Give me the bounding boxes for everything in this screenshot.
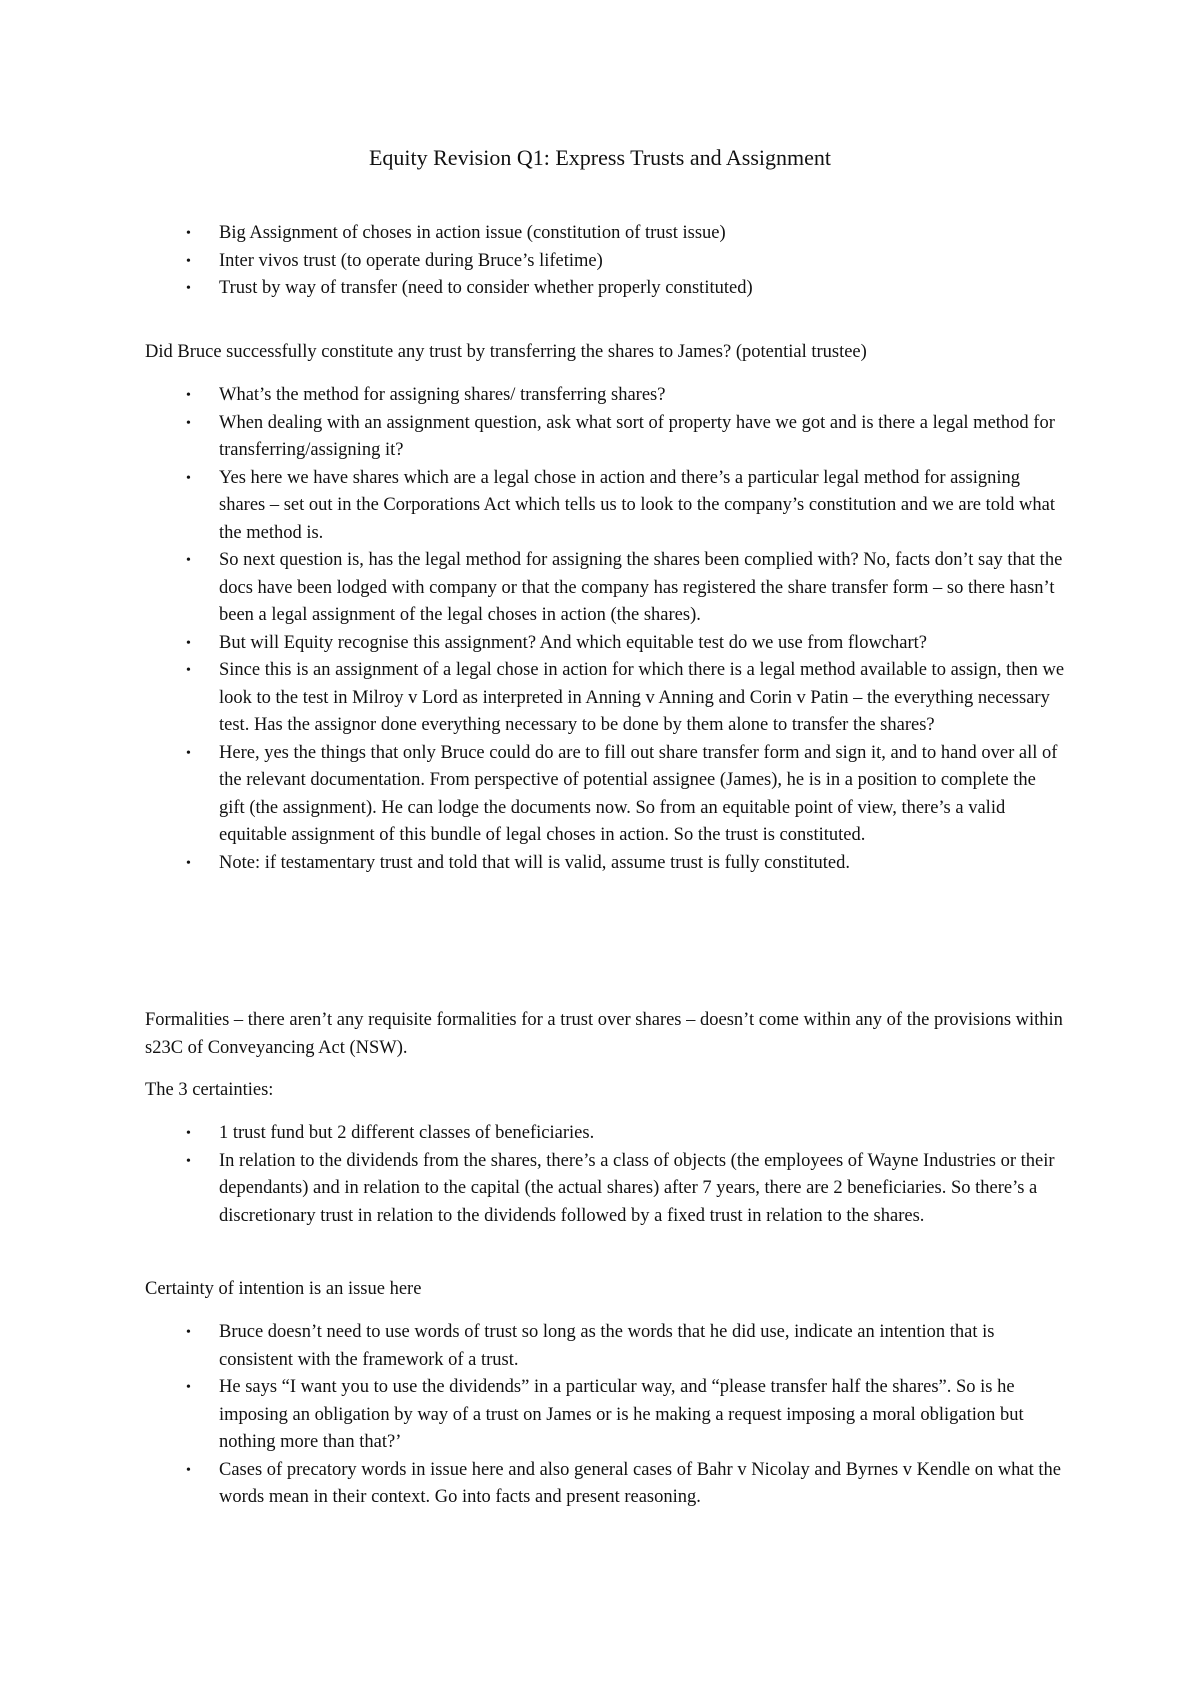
formalities-paragraph: Formalities – there aren’t any requisite formalities for a trust over shares – doesn’t come within any of the provisions within s23C of Conveyancing Act (NSW).	[145, 1010, 1063, 1058]
list-item-text: Note: if testamentary trust and told that will is valid, assume trust is fully constituted.	[219, 852, 850, 873]
list-item-text: So next question is, has the legal method for assigning the shares been complied with? No, facts don’t say that the docs have been lodged with company or that the company has registered the share transfer form – so there hasn’t been a legal assignment of the legal choses in action (the shares).	[219, 550, 1063, 625]
bullet-icon: •	[186, 553, 191, 568]
list-item	[145, 1319, 1065, 1374]
list-item	[145, 248, 1065, 276]
intention-bullet-list	[145, 1319, 1065, 1512]
list-item-text: 1 trust fund but 2 different classes of beneficiaries.	[219, 1123, 595, 1143]
bullet-icon: •	[186, 253, 191, 269]
list-item	[145, 1148, 1065, 1231]
bullet-icon: •	[186, 1380, 191, 1395]
list-item-text: What’s the method for assigning shares/ transferring shares?	[219, 385, 666, 405]
list-item	[145, 850, 1065, 878]
bullet-icon: •	[186, 226, 191, 241]
list-item-text: When dealing with an assignment question, ask what sort of property have we got and is there a legal method for transferring/assigning it?	[219, 412, 1055, 460]
list-item-text: In relation to the dividends from the shares, there’s a class of objects (the employees of Wayne Industries or their dependants) and in relation to the capital (the actual shares) after 7 years, there are 2 beneficiaries. So there’s a discretionary trust in relation to the dividends followed by a fixed trust in relation to the shares.	[219, 1150, 1055, 1226]
bullet-icon: •	[186, 1462, 191, 1478]
bullet-icon: •	[186, 281, 191, 296]
list-item-text: Bruce doesn’t need to use words of trust so long as the words that he did use, indicate an intention that is consistent with the framework of a trust.	[219, 1322, 995, 1370]
list-item-text: Big Assignment of choses in action issue (constitution of trust issue)	[219, 223, 726, 243]
list-item	[145, 657, 1065, 740]
bullet-icon: •	[186, 470, 191, 486]
certainties-heading: The 3 certainties:	[145, 1080, 274, 1100]
list-item	[145, 1120, 1065, 1148]
question-bullet-list	[145, 382, 1065, 877]
bullet-icon: •	[186, 1126, 191, 1141]
bullet-icon: •	[186, 388, 191, 403]
list-item-text: Yes here we have shares which are a legal chose in action and there’s a particular legal method for assigning shares – set out in the Corporations Act which tells us to look to the company’s constitution and we are told what the method is.	[219, 467, 1055, 543]
intro-bullet-list	[145, 220, 1065, 303]
list-item	[145, 465, 1065, 548]
list-item	[145, 1457, 1065, 1512]
bullet-icon: •	[186, 635, 191, 651]
bullet-icon: •	[186, 855, 191, 871]
bullet-icon: •	[186, 663, 191, 678]
list-item	[145, 547, 1065, 630]
list-item-text: Since this is an assignment of a legal chose in action for which there is a legal method available to assign, then we look to the test in Milroy v Lord as interpreted in Anning v Anning and Corin v Patin – the everything necessary test. Has the assignor done everything necessary to be done by them alone to transfer the shares?	[219, 660, 1065, 735]
list-item-text: Trust by way of transfer (need to consider whether properly constituted)	[219, 278, 753, 298]
list-item	[145, 220, 1065, 248]
list-item-text: Here, yes the things that only Bruce could do are to fill out share transfer form and sign it, and to hand over all of the relevant documentation. From perspective of potential assignee (James), he is in a position to complete the gift (the assignment). He can lodge the documents now. So from an equitable point of view, there’s a valid equitable assignment of this bundle of legal choses in action. So the trust is constituted.	[219, 742, 1058, 845]
bullet-icon: •	[186, 745, 191, 761]
list-item	[145, 1374, 1065, 1457]
question-paragraph: Did Bruce successfully constitute any trust by transferring the shares to James? (potential trustee)	[145, 342, 867, 362]
list-item-text: Cases of precatory words in issue here and also general cases of Bahr v Nicolay and Byrnes v Kendle on what the words mean in their context. Go into facts and present reasoning.	[219, 1459, 1062, 1507]
list-item	[145, 382, 1065, 410]
document-title: Equity Revision Q1: Express Trusts and Assignment	[368, 145, 832, 170]
list-item-text: He says “I want you to use the dividends” in a particular way, and “please transfer half the shares”. So is he imposing an obligation by way of a trust on James or is he making a request imposing a moral obligation but nothing more than that?’	[219, 1377, 1024, 1452]
certainties-bullet-list	[145, 1120, 1065, 1230]
intention-heading: Certainty of intention is an issue here	[145, 1279, 422, 1299]
bullet-icon: •	[186, 1153, 191, 1169]
bullet-icon: •	[186, 415, 191, 431]
list-item	[145, 275, 1065, 303]
list-item	[145, 740, 1065, 850]
list-item	[145, 410, 1065, 465]
list-item	[145, 630, 1065, 658]
list-item-text: But will Equity recognise this assignment? And which equitable test do we use from flowchart?	[219, 632, 927, 653]
list-item-text: Inter vivos trust (to operate during Bruce’s lifetime)	[219, 250, 603, 271]
bullet-icon: •	[186, 1325, 191, 1340]
